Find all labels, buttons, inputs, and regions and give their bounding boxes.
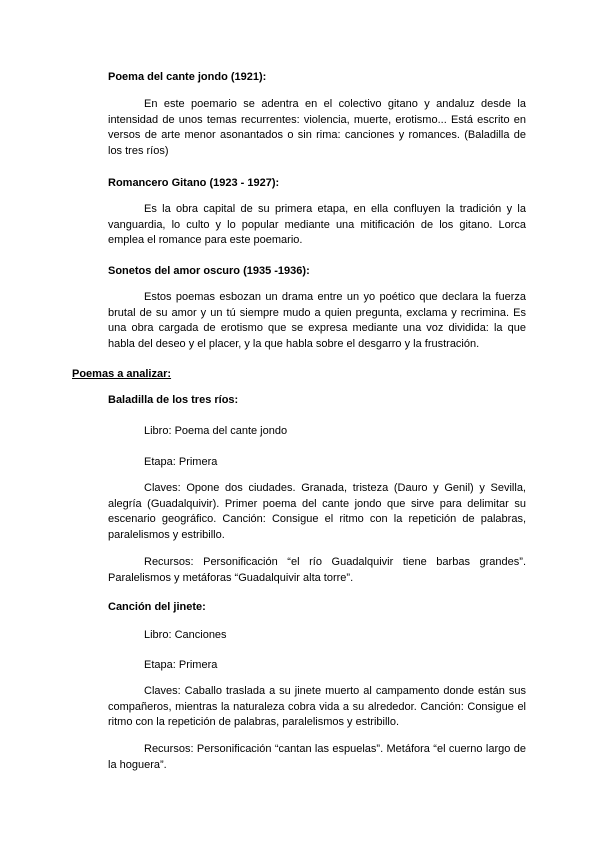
poem-etapa-baladilla: Etapa: Primera bbox=[144, 456, 218, 468]
poem-recursos-cancion-jinete: Recursos: Personificación “cantan las espuelas”. Metáfora “el cuerno largo de la hoguera”. bbox=[108, 743, 526, 771]
poem-title-baladilla: Baladilla de los tres ríos: bbox=[108, 394, 239, 406]
poem-recursos-baladilla: Recursos: Personificación “el río Guadalquivir tiene barbas grandes”. Paralelismos y metáforas “Guadalquivir alta torre”. bbox=[108, 556, 526, 584]
section-heading-poema-cante-jondo: Poema del cante jondo (1921): bbox=[108, 71, 267, 83]
section-paragraph-romancero-gitano: Es la obra capital de su primera etapa, en ella confluyen la tradición y la vanguardia, lo culto y lo popular mediante una mitificación de los gitano. Lorca emplea el romance para este poemario. bbox=[108, 203, 526, 247]
poem-libro-cancion-jinete: Libro: Canciones bbox=[144, 629, 227, 641]
poem-title-cancion-jinete: Canción del jinete: bbox=[108, 601, 206, 613]
section-heading-romancero-gitano: Romancero Gitano (1923 - 1927): bbox=[108, 177, 280, 189]
section-paragraph-poema-cante-jondo: En este poemario se adentra en el colectivo gitano y andaluz desde la intensidad de unos temas recurrentes: violencia, muerte, erotismo... Está escrito en versos de arte menor asonantados o sin rima: canciones y romances. (Baladilla de los tres ríos) bbox=[108, 98, 526, 157]
poem-etapa-cancion-jinete: Etapa: Primera bbox=[144, 659, 218, 671]
section-paragraph-sonetos-amor-oscuro: Estos poemas esbozan un drama entre un yo poético que declara la fuerza brutal de su amor y un tú siempre mudo a quien pregunta, exclama y recrimina. Es una obra cargada de erotismo que se expresa mediante una voz dividida: la que habla del deseo y el placer, y la que habla sobre el desgarro y la frustración. bbox=[108, 291, 526, 350]
poem-claves-baladilla: Claves: Opone dos ciudades. Granada, tristeza (Dauro y Genil) y Sevilla, alegría (Guadalquivir). Primer poema del cante jondo que sirve para delimitar su escenario geográfico. Canción: Consigue el ritmo con la repetición de palabras, paralelismos y estribillo. bbox=[108, 482, 526, 541]
poem-libro-baladilla: Libro: Poema del cante jondo bbox=[144, 425, 288, 437]
section-heading-sonetos-amor-oscuro: Sonetos del amor oscuro (1935 -1936): bbox=[108, 265, 310, 277]
poem-claves-cancion-jinete: Claves: Caballo traslada a su jinete muerto al campamento donde están sus compañeros, mientras la naturaleza cobra vida a su alrededor. Canción: Consigue el ritmo con la repetición de palabras, paralelismos y estribillo. bbox=[108, 685, 526, 729]
analysis-heading: Poemas a analizar: bbox=[72, 368, 172, 380]
